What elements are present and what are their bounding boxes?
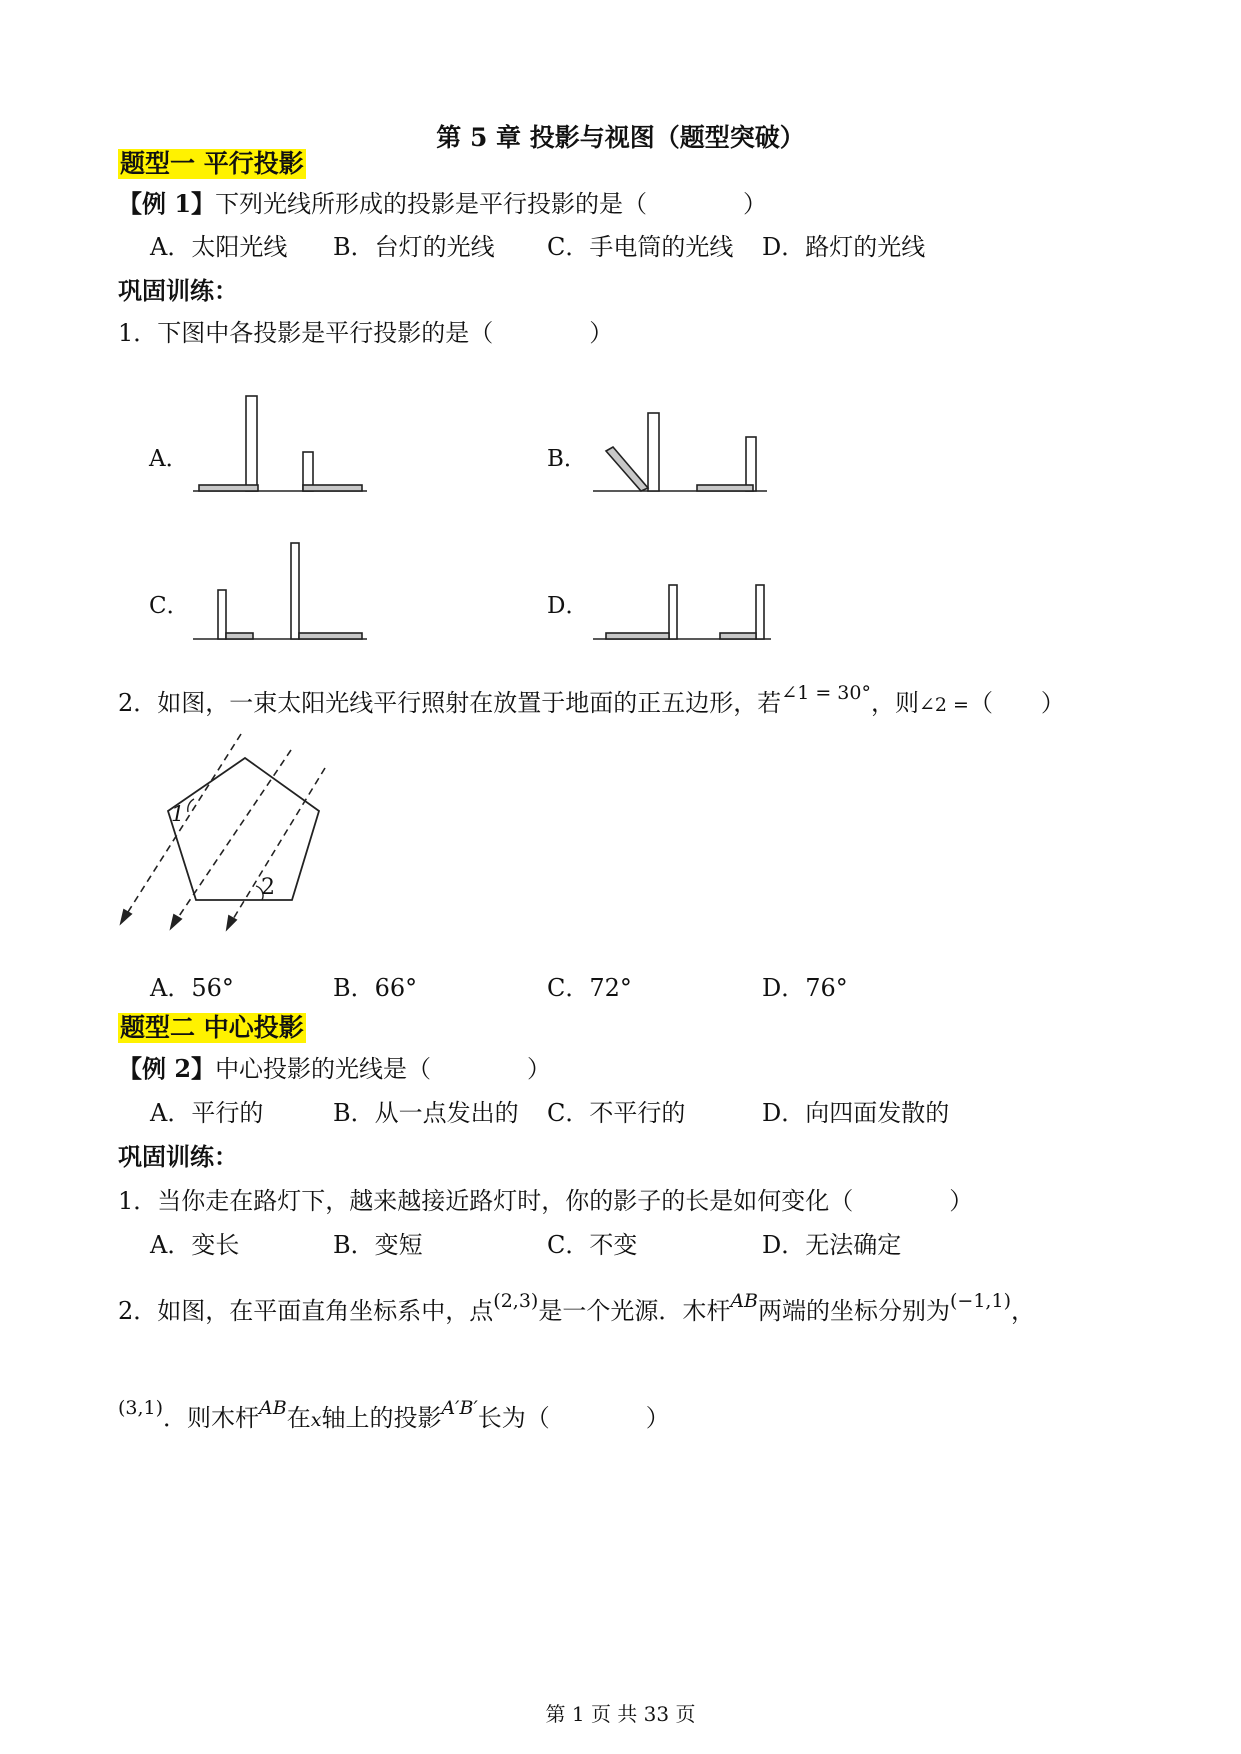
example-1-option-a: A．太阳光线: [150, 233, 288, 261]
practice-2-2-question-line1: 2．如图，在平面直角坐标系中，点$^{(2,3)}$是一个光源．木杆$^{AB}$两端的坐标分别为$^{(-1,1)}$，: [118, 1290, 1035, 1325]
rod-label: AB: [730, 1290, 759, 1312]
example-1-option-b: B．台灯的光线: [333, 233, 495, 261]
practice-label: 巩固训练：: [118, 276, 238, 305]
example-1-option-d: D．路灯的光线: [762, 233, 926, 261]
example-2-option-a: A．平行的: [150, 1099, 264, 1127]
example-tag: 【例 1】: [118, 189, 216, 218]
angle-2-label: 2: [261, 875, 275, 900]
example-2-option-d: D．向四面发散的: [762, 1099, 950, 1127]
figure-pentagon: [121, 734, 325, 929]
example-tag: 【例 2】: [118, 1054, 216, 1083]
figure-label-d: D．: [547, 593, 589, 619]
page-title: 第 5 章 投影与视图（题型突破）: [436, 123, 805, 152]
figure-label-c: C．: [149, 593, 190, 619]
example-2: [118, 1054, 551, 1084]
angle-2-expression: ∠2 =: [918, 694, 969, 716]
example-2-option-c: C．不平行的: [547, 1099, 686, 1127]
angle-1-expression: ∠1 = 30°: [781, 682, 871, 704]
practice-label-2: 巩固训练：: [118, 1142, 238, 1171]
example-1-option-c: C．手电筒的光线: [547, 233, 734, 261]
x-axis-label: x: [310, 1409, 322, 1431]
practice-2-1-option-d: D．无法确定: [762, 1231, 902, 1259]
practice-2-option-a: A．56°: [150, 974, 234, 1002]
point-b-coordinate: (3,1): [118, 1397, 164, 1419]
figure-d: [593, 585, 771, 639]
light-source-coordinate: (2,3): [493, 1290, 539, 1312]
practice-2-option-b: B．66°: [333, 974, 418, 1002]
figure-label-a: A．: [149, 446, 189, 472]
practice-2-option-c: C．72°: [547, 974, 632, 1002]
rod-label-2: AB: [259, 1397, 287, 1419]
projection-label: A′B′: [441, 1397, 478, 1419]
practice-2-1-option-a: A．变长: [150, 1231, 240, 1259]
practice-2-1-option-c: C．不变: [547, 1231, 638, 1259]
practice-2-1-option-b: B．变短: [333, 1231, 423, 1259]
practice-2-question: 2．如图，一束太阳光线平行照射在放置于地面的正五边形，若$^{\angle 1 = 30^\circ}$，则∠2 =（ ）: [118, 682, 1065, 717]
practice-2-1-question: 1．当你走在路灯下，越来越接近路灯时，你的影子的长是如何变化（ ）: [118, 1187, 974, 1215]
practice-1-question: 1．下图中各投影是平行投影的是（ ）: [118, 319, 614, 347]
figure-label-b: B．: [547, 446, 587, 472]
section-heading-central-projection: 题型二 中心投影: [120, 1013, 304, 1042]
example-question: 下列光线所形成的投影是平行投影的是（ ）: [215, 190, 768, 218]
practice-2-2-question-line2: $^{(3,1)}$．则木杆$^{AB}$在x轴上的投影$^{A'B'}$长为（ ）: [118, 1397, 670, 1432]
figure-a: [193, 396, 367, 491]
example-2-option-b: B．从一点发出的: [333, 1099, 519, 1127]
example-question: 中心投影的光线是（ ）: [215, 1055, 552, 1083]
figure-b: [593, 413, 767, 491]
angle-1-label: 1: [171, 802, 185, 826]
practice-2-option-d: D．76°: [762, 974, 848, 1002]
page-footer: 第 1 页 共 33 页: [545, 1702, 696, 1726]
section-heading-parallel-projection: 题型一 平行投影: [120, 149, 304, 178]
point-a-coordinate: (−1,1): [950, 1290, 1011, 1312]
figure-c: [193, 543, 367, 639]
